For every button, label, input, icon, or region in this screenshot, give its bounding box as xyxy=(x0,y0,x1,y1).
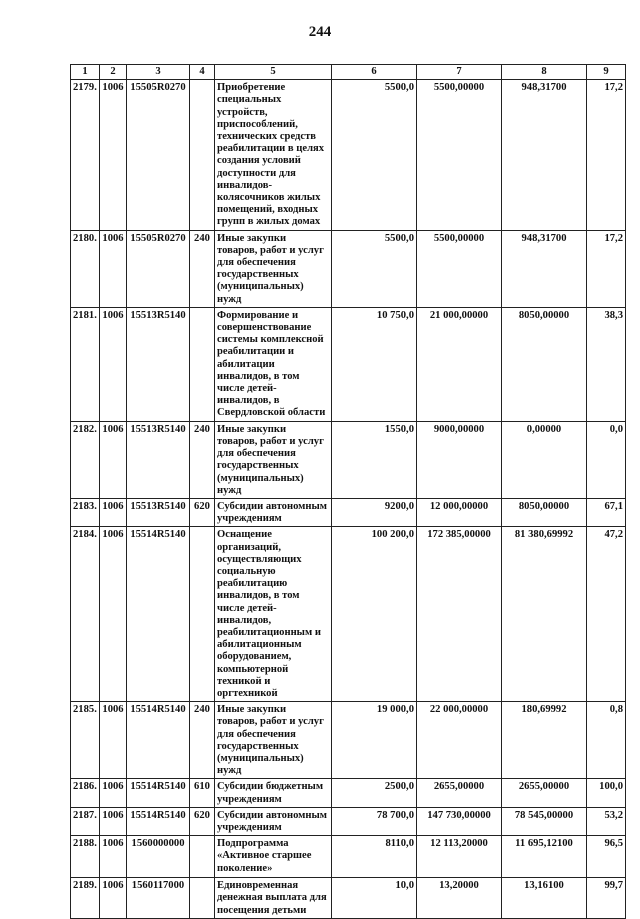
executed-amount: 948,31700 xyxy=(502,80,587,230)
row-number: 2182. xyxy=(71,421,100,498)
executed-amount: 81 380,69992 xyxy=(502,527,587,702)
expense-type: 240 xyxy=(190,702,215,779)
execution-percent: 67,1 xyxy=(587,498,626,526)
plan-amount: 78 700,0 xyxy=(332,807,417,835)
item-name: Иные закупки товаров, работ и услуг для обеспечения государственных (муниципальных) нужд xyxy=(215,421,332,498)
header-cell: 9 xyxy=(587,65,626,80)
header-cell: 4 xyxy=(190,65,215,80)
expense-type: 620 xyxy=(190,498,215,526)
budget-table xyxy=(70,64,626,919)
expense-type: 240 xyxy=(190,421,215,498)
plan-amount: 5500,0 xyxy=(332,230,417,307)
revised-amount: 2655,00000 xyxy=(417,779,502,807)
execution-percent: 96,5 xyxy=(587,836,626,878)
revised-amount: 22 000,00000 xyxy=(417,702,502,779)
header-row xyxy=(71,65,626,80)
expense-type xyxy=(190,80,215,230)
plan-amount: 10 750,0 xyxy=(332,307,417,421)
row-number: 2181. xyxy=(71,307,100,421)
revised-amount: 21 000,00000 xyxy=(417,307,502,421)
item-name: Единовременная денежная выплата для посещения детьми xyxy=(215,878,332,919)
expense-type xyxy=(190,836,215,878)
section-code: 1006 xyxy=(100,836,127,878)
revised-amount: 12 000,00000 xyxy=(417,498,502,526)
table-row xyxy=(71,836,626,878)
section-code: 1006 xyxy=(100,807,127,835)
header-cell: 8 xyxy=(502,65,587,80)
item-name: Оснащение организаций, осуществляющих социальную реабилитацию инвалидов, в том числе детей-инвалидов, реабилитационным и абилитационным оборудованием, компьютерной техникой и оргтехникой xyxy=(215,527,332,702)
section-code: 1006 xyxy=(100,421,127,498)
row-number: 2187. xyxy=(71,807,100,835)
row-number: 2180. xyxy=(71,230,100,307)
row-number: 2183. xyxy=(71,498,100,526)
table-row xyxy=(71,878,626,919)
executed-amount: 13,16100 xyxy=(502,878,587,919)
revised-amount: 12 113,20000 xyxy=(417,836,502,878)
target-code: 15505R0270 xyxy=(127,80,190,230)
table-row xyxy=(71,498,626,526)
revised-amount: 13,20000 xyxy=(417,878,502,919)
table-row xyxy=(71,779,626,807)
target-code: 15514R5140 xyxy=(127,779,190,807)
item-name: Подпрограмма «Активное старшее поколение» xyxy=(215,836,332,878)
item-name: Субсидии бюджетным учреждениям xyxy=(215,779,332,807)
table-row xyxy=(71,807,626,835)
section-code: 1006 xyxy=(100,527,127,702)
section-code: 1006 xyxy=(100,80,127,230)
header-cell: 3 xyxy=(127,65,190,80)
executed-amount: 0,00000 xyxy=(502,421,587,498)
execution-percent: 53,2 xyxy=(587,807,626,835)
execution-percent: 38,3 xyxy=(587,307,626,421)
executed-amount: 948,31700 xyxy=(502,230,587,307)
executed-amount: 8050,00000 xyxy=(502,307,587,421)
item-name: Субсидии автономным учреждениям xyxy=(215,498,332,526)
page-number: 244 xyxy=(308,24,332,40)
table-row xyxy=(71,307,626,421)
item-name: Приобретение специальных устройств, приспособлений, технических средств реабилитации в целях создания условий доступности для инвалидов-колясочников жилых помещений, входных групп в жилых домах xyxy=(215,80,332,230)
target-code: 15513R5140 xyxy=(127,498,190,526)
item-name: Формирование и совершенствование системы комплексной реабилитации и абилитации инвалидов, в том числе детей-инвалидов, в Свердловской области xyxy=(215,307,332,421)
expense-type xyxy=(190,527,215,702)
expense-type xyxy=(190,878,215,919)
plan-amount: 2500,0 xyxy=(332,779,417,807)
section-code: 1006 xyxy=(100,307,127,421)
row-number: 2186. xyxy=(71,779,100,807)
header-cell: 5 xyxy=(215,65,332,80)
target-code: 15505R0270 xyxy=(127,230,190,307)
row-number: 2189. xyxy=(71,878,100,919)
execution-percent: 100,0 xyxy=(587,779,626,807)
expense-type xyxy=(190,307,215,421)
executed-amount: 180,69992 xyxy=(502,702,587,779)
header-cell: 2 xyxy=(100,65,127,80)
section-code: 1006 xyxy=(100,230,127,307)
executed-amount: 11 695,12100 xyxy=(502,836,587,878)
revised-amount: 5500,00000 xyxy=(417,80,502,230)
execution-percent: 47,2 xyxy=(587,527,626,702)
target-code: 15514R5140 xyxy=(127,807,190,835)
revised-amount: 147 730,00000 xyxy=(417,807,502,835)
executed-amount: 8050,00000 xyxy=(502,498,587,526)
item-name: Иные закупки товаров, работ и услуг для обеспечения государственных (муниципальных) нужд xyxy=(215,230,332,307)
plan-amount: 10,0 xyxy=(332,878,417,919)
section-code: 1006 xyxy=(100,702,127,779)
table-row xyxy=(71,80,626,230)
expense-type: 620 xyxy=(190,807,215,835)
plan-amount: 19 000,0 xyxy=(332,702,417,779)
section-code: 1006 xyxy=(100,779,127,807)
row-number: 2179. xyxy=(71,80,100,230)
revised-amount: 172 385,00000 xyxy=(417,527,502,702)
plan-amount: 8110,0 xyxy=(332,836,417,878)
table-row xyxy=(71,527,626,702)
revised-amount: 5500,00000 xyxy=(417,230,502,307)
execution-percent: 99,7 xyxy=(587,878,626,919)
target-code: 1560117000 xyxy=(127,878,190,919)
header-cell: 1 xyxy=(71,65,100,80)
expense-type: 610 xyxy=(190,779,215,807)
item-name: Субсидии автономным учреждениям xyxy=(215,807,332,835)
item-name: Иные закупки товаров, работ и услуг для обеспечения государственных (муниципальных) нужд xyxy=(215,702,332,779)
table-row xyxy=(71,230,626,307)
row-number: 2184. xyxy=(71,527,100,702)
section-code: 1006 xyxy=(100,878,127,919)
execution-percent: 17,2 xyxy=(587,230,626,307)
target-code: 15514R5140 xyxy=(127,527,190,702)
revised-amount: 9000,00000 xyxy=(417,421,502,498)
header-cell: 6 xyxy=(332,65,417,80)
row-number: 2188. xyxy=(71,836,100,878)
execution-percent: 0,0 xyxy=(587,421,626,498)
target-code: 1560000000 xyxy=(127,836,190,878)
plan-amount: 5500,0 xyxy=(332,80,417,230)
target-code: 15514R5140 xyxy=(127,702,190,779)
executed-amount: 2655,00000 xyxy=(502,779,587,807)
section-code: 1006 xyxy=(100,498,127,526)
target-code: 15513R5140 xyxy=(127,307,190,421)
expense-type: 240 xyxy=(190,230,215,307)
row-number: 2185. xyxy=(71,702,100,779)
execution-percent: 17,2 xyxy=(587,80,626,230)
header-cell: 7 xyxy=(417,65,502,80)
table-row xyxy=(71,421,626,498)
plan-amount: 1550,0 xyxy=(332,421,417,498)
plan-amount: 9200,0 xyxy=(332,498,417,526)
execution-percent: 0,8 xyxy=(587,702,626,779)
table-row xyxy=(71,702,626,779)
target-code: 15513R5140 xyxy=(127,421,190,498)
plan-amount: 100 200,0 xyxy=(332,527,417,702)
executed-amount: 78 545,00000 xyxy=(502,807,587,835)
